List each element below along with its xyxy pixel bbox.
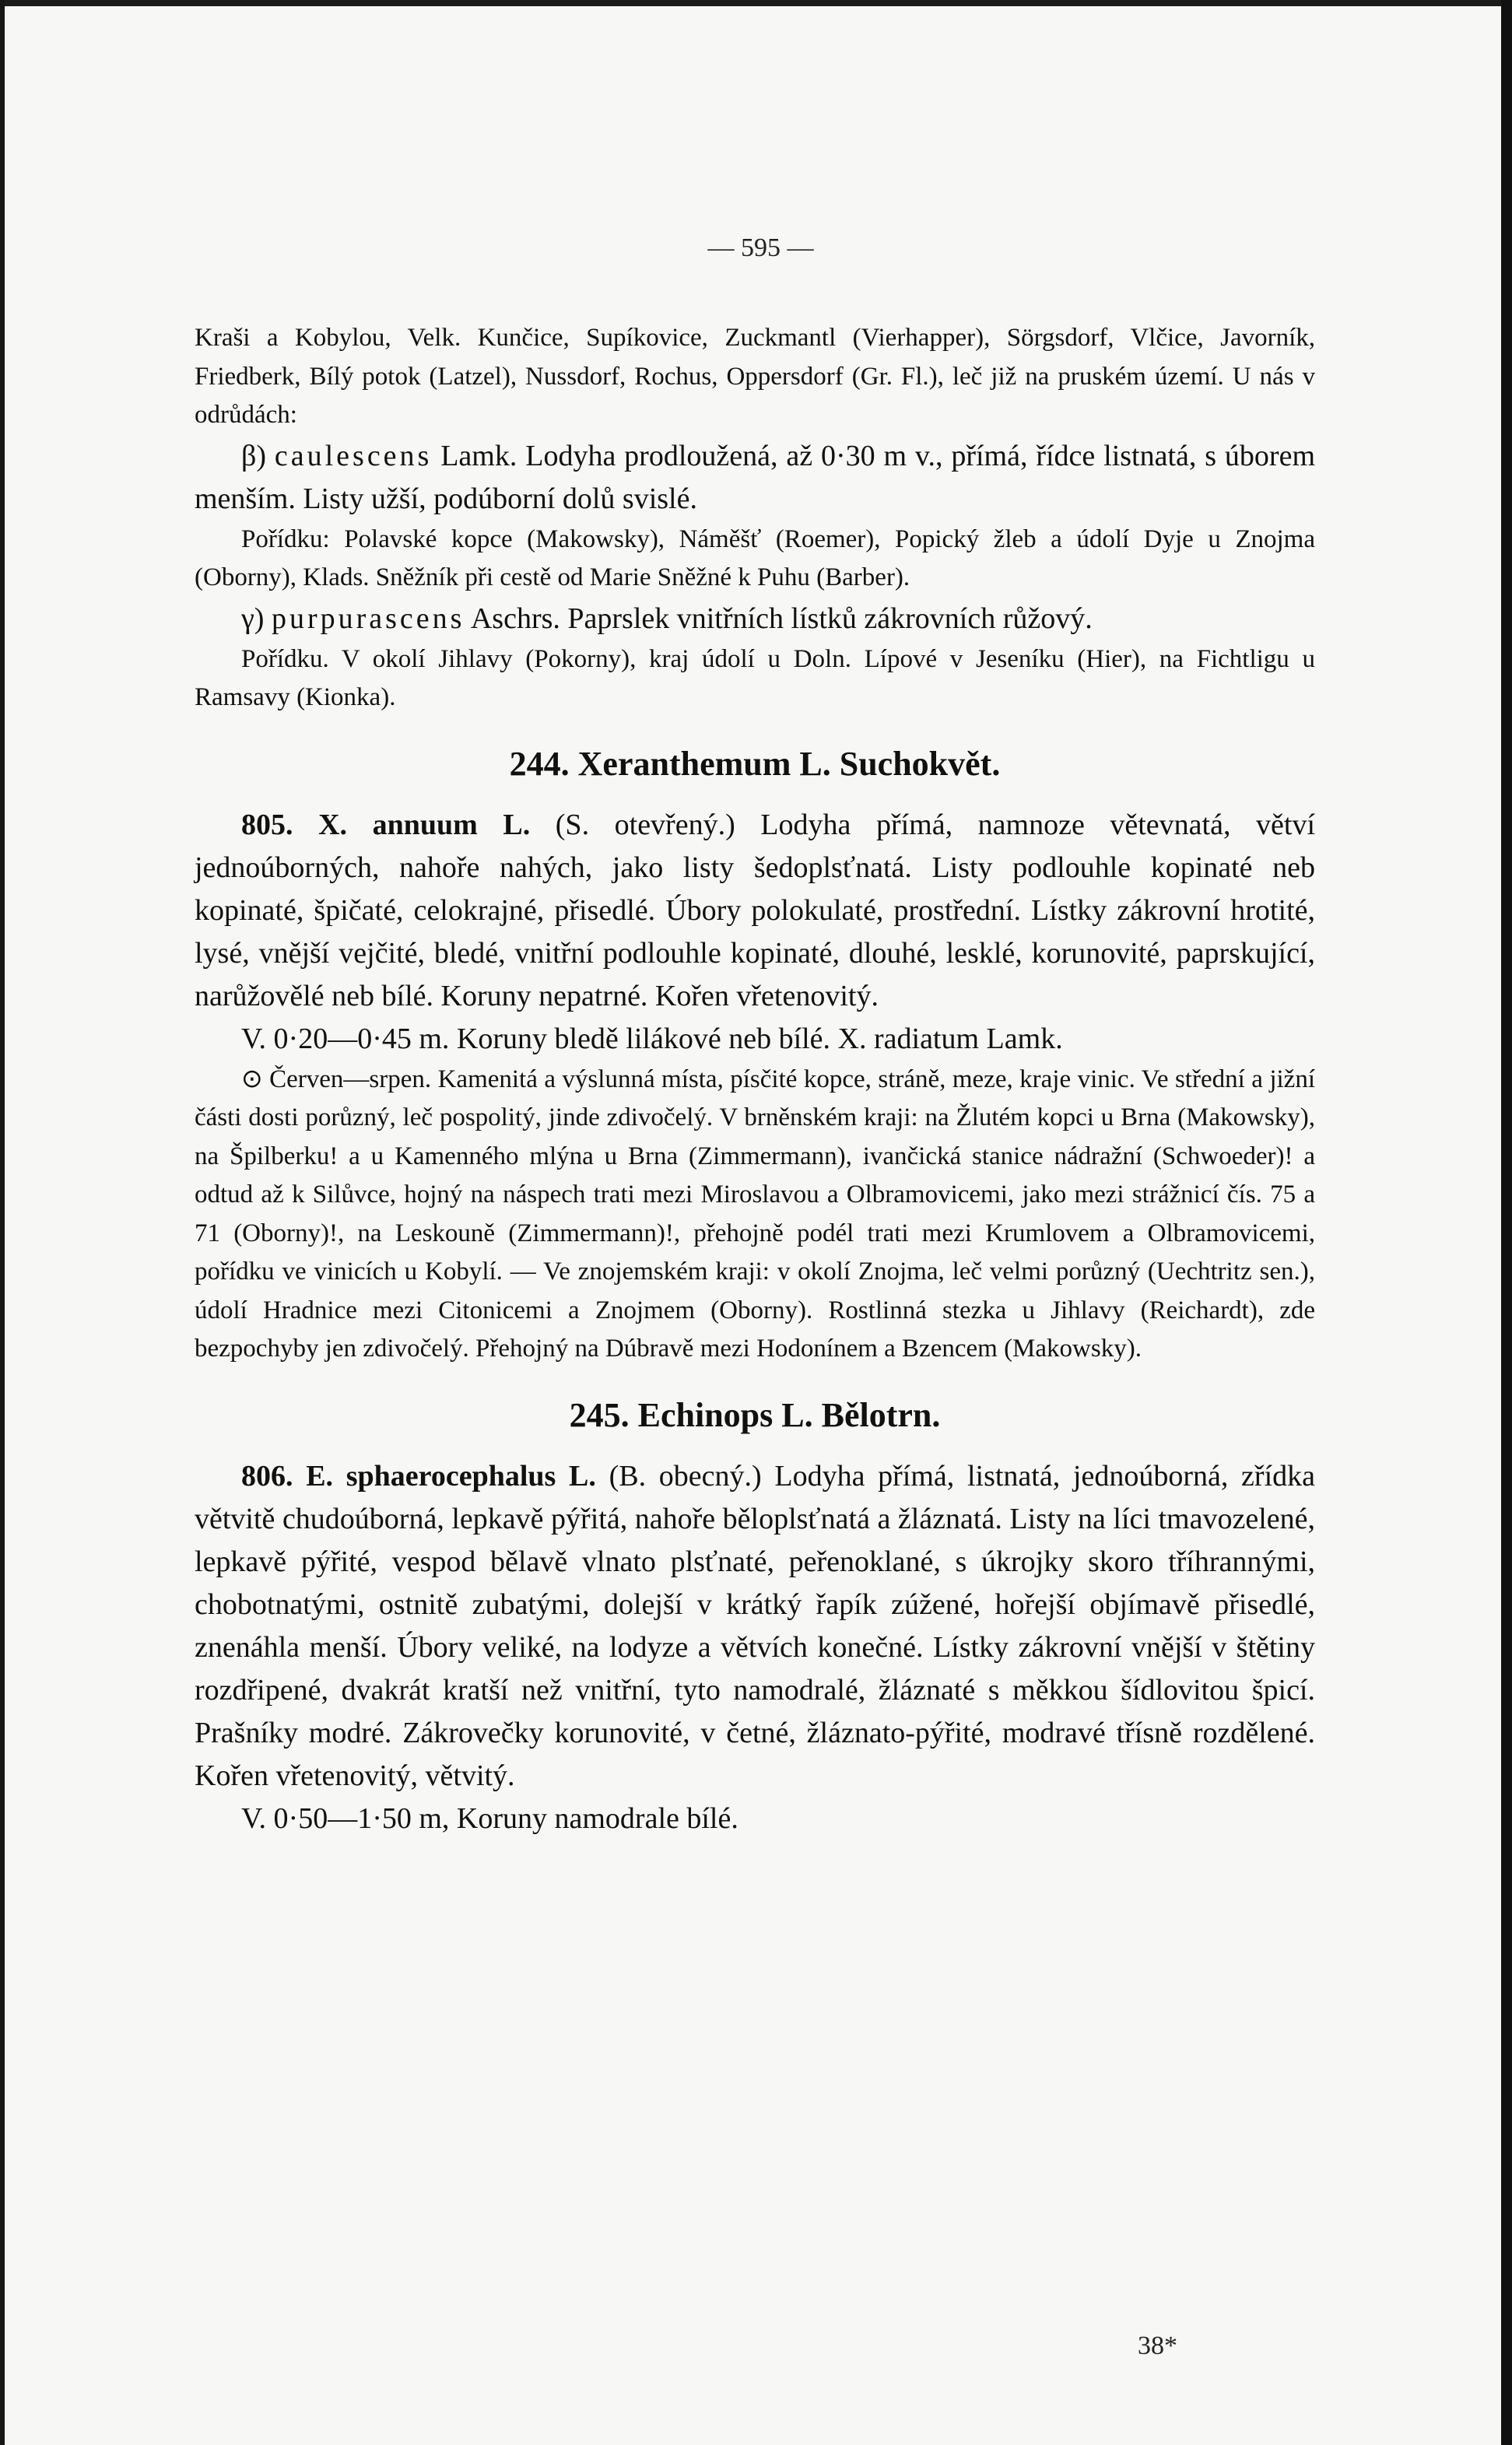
text-column	[195, 319, 1315, 1840]
genus-heading-244: 244. Xeranthemum L. Suchokvět.	[509, 744, 1001, 783]
variety-gamma-name: purpurascens	[271, 602, 465, 635]
species-805-number: 805.	[241, 808, 293, 841]
variety-gamma-locality: Pořídku. V okolí Jihlavy (Pokorny), kraj údolí u Doln. Lípové v Jeseníku (Hier), na Fichtligu u Ramsavy (Kionka).	[195, 644, 1315, 711]
species-805-habitat: ⊙ Červen—srpen. Kamenitá a výslunná místa, písčité kopce, stráně, meze, kraje vinic. Ve střední a jižní části dosti porůzný, leč pospolitý, jinde zdivočelý. V brněnském kraji: na Žlutém kopci u Brna (Makowsky), na Špilberku! a u Kamenného mlýna u Brna (Zimmermann), ivančická stanice nádražní (Schwoeder)! a odtud až k Silůvce, hojný na náspech trati mezi Miroslavou a Olbramovicemi, jako mezi strážnicí čís. 75 a 71 (Oborny)!, na Leskouně (Zimmermann)!, přehojně podél trati mezi Krumlovem a Olbramovicemi, pořídku ve vinicích u Kobylí. — Ve znojemském kraji: v okolí Znojma, leč velmi porůzný (Uechtritz sen.), údolí Hradnice mezi Citonicemi a Znojmem (Oborny). Rostlinná stezka u Jihlavy (Reichardt), zde bezpochyby jen zdivočelý. Přehojný na Dúbravě mezi Hodonínem a Bzencem (Makowsky).	[195, 1065, 1315, 1363]
species-806-dimensions: V. 0·50—1·50 m, Koruny namodrale bílé.	[241, 1801, 738, 1835]
scan-right-edge	[1501, 0, 1512, 2445]
species-806-text: (B. obecný.) Lodyha přímá, listnatá, jednoúborná, zřídka větvitě chudoúborná, lepkavě pýřitá, nahoře běloplsťnatá a žláznatá. Listy na líci tmavozelené, lepkavě pýřité, vespod bělavě vlnato plsťnaté, peřenoklané, s úkrojky skoro tříhrannými, chobotnatými, ostnitě zubatými, dolejší v krátký řapík zúžené, hořejší objímavě přisedlé, znenáhla menší. Úbory veliké, na lodyze a větvích konečné. Lístky zákrovní vnější v štětiny rozdřipené, dvakrát kratší než vnitřní, tyto namodralé, žláznaté s měkkou šídlovitou špicí. Prašníky modré. Zákrovečky korunovité, v četné, žláznato-pýřité, modravé třísně rozdělené. Kořen vřetenovitý, větvitý.	[195, 1459, 1315, 1792]
variety-gamma	[195, 598, 1315, 640]
paragraph-localities: Kraši a Kobylou, Velk. Kunčice, Supíkovice, Zuckmantl (Vierhapper), Sörgsdorf, Vlčice, Javorník, Friedberk, Bílý potok (Latzel), Nussdorf, Rochus, Oppersdorf (Gr. Fl.), leč již na pruském území. U nás v odrůdách:	[195, 324, 1315, 429]
species-805-dimensions: V. 0·20—0·45 m. Koruny bledě lilákové neb bílé. X. radiatum Lamk.	[241, 1022, 1063, 1055]
variety-beta-locality: Pořídku: Polavské kopce (Makowsky), Náměšť (Roemer), Popický žleb a údolí Dyje u Znojma (Oborny), Klads. Sněžník při cestě od Marie Sněžné k Puhu (Barber).	[195, 524, 1315, 591]
variety-beta-text: Lamk. Lodyha prodloužená, až 0·30 m v., přímá, řídce listnatá, s úborem menším. Listy užší, podúborní dolů svislé.	[195, 439, 1316, 515]
variety-beta-label: β)	[241, 439, 266, 472]
species-805-name: X. annuum L.	[318, 808, 531, 841]
species-805-text: (S. otevřený.) Lodyha přímá, namnoze větevnatá, větví jednoúborných, nahoře nahých, jako listy šedoplsťnatá. Listy podlouhle kopinaté neb kopinaté, špičaté, celokrajné, přisedlé. Úbory polokulaté, prostřední. Lístky zákrovní hrotité, lysé, vnější vejčité, bledé, vnitřní podlouhle kopinaté, dlouhé, lesklé, korunovité, paprskující, narůžovělé neb bílé. Koruny nepatrné. Kořen vřetenovitý.	[195, 808, 1316, 1012]
genus-heading-245: 245. Echinops L. Bělotrn.	[569, 1395, 941, 1434]
variety-gamma-text: Aschrs. Paprslek vnitřních lístků zákrovních růžový.	[470, 602, 1093, 635]
scan-top-edge	[5, 0, 1512, 6]
printer-signature: 38*	[1138, 2331, 1177, 2360]
variety-gamma-label: γ)	[241, 602, 265, 635]
variety-beta	[195, 435, 1315, 521]
page-number: — 595 —	[707, 233, 814, 262]
species-806-number: 806.	[241, 1459, 293, 1493]
species-806	[195, 1455, 1315, 1798]
species-805	[195, 804, 1315, 1018]
species-806-name: E. sphaerocephalus L.	[306, 1459, 596, 1493]
variety-beta-name: caulescens	[274, 439, 433, 472]
